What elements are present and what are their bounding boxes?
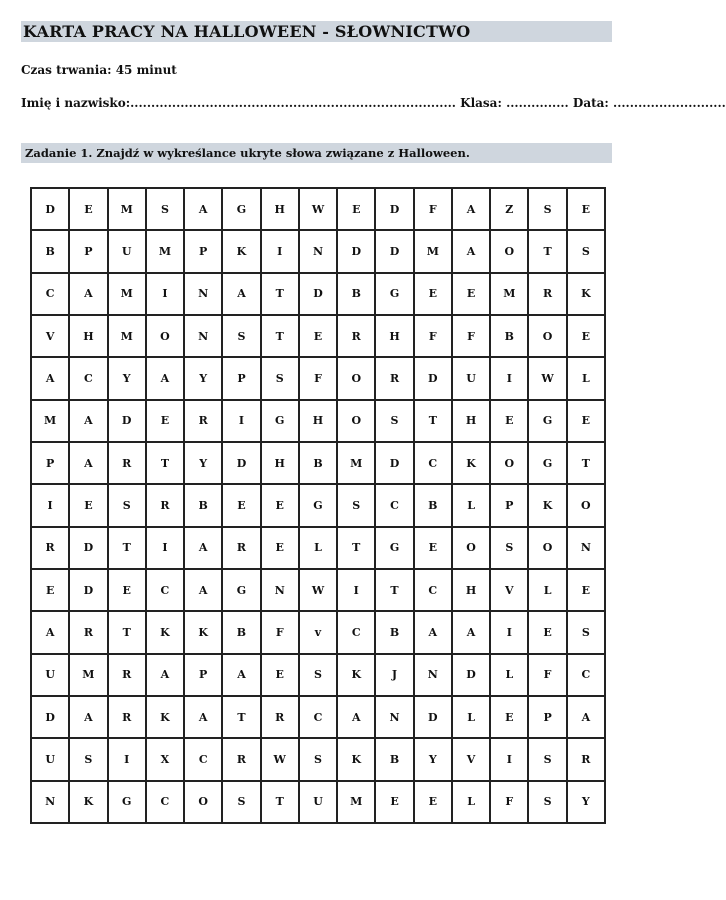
- grid-cell[interactable]: M: [490, 273, 528, 315]
- grid-cell[interactable]: I: [490, 738, 528, 780]
- grid-cell[interactable]: F: [490, 781, 528, 823]
- grid-cell[interactable]: F: [261, 611, 299, 653]
- grid-cell[interactable]: T: [108, 611, 146, 653]
- grid-cell[interactable]: N: [375, 696, 413, 738]
- grid-cell[interactable]: A: [222, 273, 260, 315]
- grid-cell[interactable]: B: [375, 738, 413, 780]
- title-bar: [21, 21, 612, 42]
- grid-cell[interactable]: B: [222, 611, 260, 653]
- grid-cell[interactable]: L: [452, 696, 490, 738]
- grid-cell[interactable]: E: [452, 273, 490, 315]
- grid-cell[interactable]: E: [490, 400, 528, 442]
- grid-cell[interactable]: R: [337, 315, 375, 357]
- grid-cell[interactable]: E: [337, 188, 375, 230]
- grid-cell[interactable]: K: [567, 273, 605, 315]
- grid-cell[interactable]: E: [261, 527, 299, 569]
- grid-cell[interactable]: E: [528, 611, 566, 653]
- grid-cell[interactable]: O: [146, 315, 184, 357]
- grid-cell[interactable]: K: [146, 696, 184, 738]
- grid-cell[interactable]: A: [452, 188, 490, 230]
- grid-cell[interactable]: R: [108, 696, 146, 738]
- grid-cell[interactable]: I: [222, 400, 260, 442]
- grid-cell[interactable]: S: [69, 738, 107, 780]
- grid-cell[interactable]: E: [567, 400, 605, 442]
- grid-cell[interactable]: E: [414, 781, 452, 823]
- grid-cell[interactable]: C: [414, 569, 452, 611]
- grid-cell[interactable]: M: [69, 654, 107, 696]
- page-title: KARTA PRACY NA HALLOWEEN - SŁOWNICTWO: [23, 22, 471, 41]
- grid-cell[interactable]: T: [375, 569, 413, 611]
- grid-cell[interactable]: D: [337, 230, 375, 272]
- grid-cell[interactable]: Y: [184, 357, 222, 399]
- grid-cell[interactable]: K: [452, 442, 490, 484]
- grid-cell[interactable]: S: [261, 357, 299, 399]
- grid-cell[interactable]: S: [337, 484, 375, 526]
- grid-cell[interactable]: R: [375, 357, 413, 399]
- grid-cell[interactable]: R: [31, 527, 69, 569]
- grid-cell[interactable]: D: [222, 442, 260, 484]
- grid-cell[interactable]: R: [567, 738, 605, 780]
- grid-cell[interactable]: v: [299, 611, 337, 653]
- grid-cell[interactable]: F: [528, 654, 566, 696]
- grid-cell[interactable]: E: [222, 484, 260, 526]
- grid-cell[interactable]: S: [528, 738, 566, 780]
- grid-cell[interactable]: E: [299, 315, 337, 357]
- grid-cell[interactable]: L: [490, 654, 528, 696]
- grid-cell[interactable]: D: [375, 230, 413, 272]
- grid-cell[interactable]: D: [31, 188, 69, 230]
- grid-cell[interactable]: E: [567, 315, 605, 357]
- grid-cell[interactable]: I: [337, 569, 375, 611]
- grid-cell[interactable]: R: [184, 400, 222, 442]
- grid-cell[interactable]: H: [452, 569, 490, 611]
- grid-cell[interactable]: T: [261, 273, 299, 315]
- grid-cell[interactable]: M: [337, 442, 375, 484]
- task-instruction: Zadanie 1. Znajdź w wykreślance ukryte słowa związane z Halloween.: [25, 146, 470, 160]
- grid-cell[interactable]: U: [452, 357, 490, 399]
- grid-cell[interactable]: E: [146, 400, 184, 442]
- grid-cell[interactable]: E: [69, 484, 107, 526]
- grid-cell[interactable]: G: [375, 527, 413, 569]
- grid-cell[interactable]: T: [108, 527, 146, 569]
- grid-cell[interactable]: B: [375, 611, 413, 653]
- grid-cell[interactable]: C: [414, 442, 452, 484]
- grid-cell[interactable]: U: [31, 738, 69, 780]
- grid-cell[interactable]: K: [337, 654, 375, 696]
- grid-cell[interactable]: H: [69, 315, 107, 357]
- grid-cell[interactable]: A: [184, 569, 222, 611]
- grid-cell[interactable]: M: [31, 400, 69, 442]
- grid-cell[interactable]: A: [452, 230, 490, 272]
- grid-cell[interactable]: L: [299, 527, 337, 569]
- grid-cell[interactable]: Z: [490, 188, 528, 230]
- grid-cell[interactable]: T: [414, 400, 452, 442]
- grid-cell[interactable]: B: [337, 273, 375, 315]
- grid-cell[interactable]: A: [414, 611, 452, 653]
- grid-cell[interactable]: C: [375, 484, 413, 526]
- grid-cell[interactable]: K: [69, 781, 107, 823]
- grid-cell[interactable]: E: [375, 781, 413, 823]
- word-search-grid: [30, 187, 606, 824]
- grid-cell[interactable]: C: [146, 781, 184, 823]
- grid-cell[interactable]: F: [452, 315, 490, 357]
- grid-cell[interactable]: L: [452, 484, 490, 526]
- grid-cell[interactable]: A: [184, 527, 222, 569]
- grid-cell[interactable]: G: [375, 273, 413, 315]
- grid-cell[interactable]: U: [299, 781, 337, 823]
- grid-cell[interactable]: A: [69, 442, 107, 484]
- grid-cell[interactable]: U: [108, 230, 146, 272]
- grid-cell[interactable]: M: [146, 230, 184, 272]
- grid-cell[interactable]: C: [299, 696, 337, 738]
- grid-cell[interactable]: G: [222, 569, 260, 611]
- grid-cell[interactable]: D: [375, 188, 413, 230]
- grid-cell[interactable]: I: [108, 738, 146, 780]
- grid-cell[interactable]: H: [452, 400, 490, 442]
- grid-cell[interactable]: E: [261, 654, 299, 696]
- grid-cell[interactable]: D: [108, 400, 146, 442]
- grid-cell[interactable]: R: [69, 611, 107, 653]
- grid-cell[interactable]: A: [337, 696, 375, 738]
- grid-cell[interactable]: E: [69, 188, 107, 230]
- grid-cell[interactable]: O: [567, 484, 605, 526]
- grid-cell[interactable]: E: [490, 696, 528, 738]
- grid-cell[interactable]: S: [567, 230, 605, 272]
- grid-cell[interactable]: Y: [184, 442, 222, 484]
- grid-cell[interactable]: S: [528, 188, 566, 230]
- grid-cell[interactable]: J: [375, 654, 413, 696]
- grid-cell[interactable]: C: [337, 611, 375, 653]
- grid-cell[interactable]: O: [452, 527, 490, 569]
- grid-cell[interactable]: M: [108, 273, 146, 315]
- grid-cell[interactable]: T: [567, 442, 605, 484]
- grid-cell[interactable]: S: [299, 738, 337, 780]
- grid-cell[interactable]: S: [222, 315, 260, 357]
- grid-cell[interactable]: V: [452, 738, 490, 780]
- grid-cell[interactable]: T: [222, 696, 260, 738]
- grid-cell[interactable]: F: [299, 357, 337, 399]
- grid-cell[interactable]: X: [146, 738, 184, 780]
- grid-cell[interactable]: E: [108, 569, 146, 611]
- grid-cell[interactable]: S: [567, 611, 605, 653]
- grid-cell[interactable]: G: [528, 442, 566, 484]
- grid-cell[interactable]: K: [337, 738, 375, 780]
- grid-cell[interactable]: B: [490, 315, 528, 357]
- grid-cell[interactable]: E: [31, 569, 69, 611]
- grid-cell[interactable]: P: [222, 357, 260, 399]
- grid-cell[interactable]: S: [146, 188, 184, 230]
- grid-cell[interactable]: I: [146, 273, 184, 315]
- grid-cell[interactable]: O: [184, 781, 222, 823]
- grid-cell[interactable]: O: [490, 230, 528, 272]
- grid-cell[interactable]: I: [146, 527, 184, 569]
- grid-cell[interactable]: C: [567, 654, 605, 696]
- grid-cell[interactable]: A: [69, 273, 107, 315]
- grid-cell[interactable]: T: [261, 781, 299, 823]
- grid-cell[interactable]: R: [528, 273, 566, 315]
- grid-cell[interactable]: O: [337, 357, 375, 399]
- grid-cell[interactable]: S: [108, 484, 146, 526]
- grid-cell[interactable]: D: [414, 696, 452, 738]
- grid-cell[interactable]: E: [414, 527, 452, 569]
- grid-cell[interactable]: D: [299, 273, 337, 315]
- grid-cell[interactable]: A: [69, 400, 107, 442]
- grid-cell[interactable]: O: [337, 400, 375, 442]
- grid-cell[interactable]: S: [299, 654, 337, 696]
- grid-cell[interactable]: K: [222, 230, 260, 272]
- grid-cell[interactable]: T: [146, 442, 184, 484]
- task-bar: [21, 143, 612, 163]
- grid-cell[interactable]: M: [414, 230, 452, 272]
- grid-cell[interactable]: B: [414, 484, 452, 526]
- grid-cell[interactable]: D: [31, 696, 69, 738]
- grid-cell[interactable]: A: [452, 611, 490, 653]
- grid-cell[interactable]: P: [490, 484, 528, 526]
- grid-cell[interactable]: C: [146, 569, 184, 611]
- grid-cell[interactable]: E: [414, 273, 452, 315]
- grid-cell[interactable]: N: [567, 527, 605, 569]
- grid-cell[interactable]: B: [299, 442, 337, 484]
- duration-text: Czas trwania: 45 minut: [21, 63, 177, 77]
- grid-cell[interactable]: W: [299, 569, 337, 611]
- grid-cell[interactable]: A: [222, 654, 260, 696]
- grid-cell[interactable]: K: [184, 611, 222, 653]
- grid-cell[interactable]: W: [261, 738, 299, 780]
- grid-cell[interactable]: F: [414, 188, 452, 230]
- grid-cell[interactable]: M: [108, 315, 146, 357]
- grid-cell[interactable]: S: [375, 400, 413, 442]
- grid-cell[interactable]: L: [567, 357, 605, 399]
- grid-cell[interactable]: N: [184, 273, 222, 315]
- grid-cell[interactable]: G: [222, 188, 260, 230]
- grid-cell[interactable]: G: [528, 400, 566, 442]
- grid-cell[interactable]: W: [299, 188, 337, 230]
- grid-cell[interactable]: Y: [567, 781, 605, 823]
- grid-cell[interactable]: M: [108, 188, 146, 230]
- grid-cell[interactable]: H: [261, 188, 299, 230]
- grid-cell[interactable]: P: [69, 230, 107, 272]
- grid-cell[interactable]: A: [146, 357, 184, 399]
- grid-cell[interactable]: I: [31, 484, 69, 526]
- grid-cell[interactable]: F: [414, 315, 452, 357]
- grid-cell[interactable]: K: [528, 484, 566, 526]
- grid-cell[interactable]: N: [31, 781, 69, 823]
- grid-cell[interactable]: A: [146, 654, 184, 696]
- grid-cell[interactable]: O: [528, 315, 566, 357]
- grid-cell[interactable]: N: [414, 654, 452, 696]
- grid-cell[interactable]: I: [490, 357, 528, 399]
- grid-cell[interactable]: Y: [108, 357, 146, 399]
- grid-cell[interactable]: H: [299, 400, 337, 442]
- grid-cell[interactable]: I: [261, 230, 299, 272]
- grid-cell[interactable]: D: [69, 527, 107, 569]
- grid-cell[interactable]: T: [337, 527, 375, 569]
- grid-cell[interactable]: A: [184, 188, 222, 230]
- grid-cell[interactable]: V: [31, 315, 69, 357]
- grid-cell[interactable]: W: [528, 357, 566, 399]
- grid-cell[interactable]: N: [261, 569, 299, 611]
- grid-cell[interactable]: D: [375, 442, 413, 484]
- grid-cell[interactable]: A: [184, 696, 222, 738]
- grid-cell[interactable]: G: [108, 781, 146, 823]
- grid-cell[interactable]: R: [261, 696, 299, 738]
- grid-cell[interactable]: D: [69, 569, 107, 611]
- grid-cell[interactable]: H: [375, 315, 413, 357]
- grid-cell[interactable]: L: [452, 781, 490, 823]
- grid-cell[interactable]: R: [108, 442, 146, 484]
- grid-cell[interactable]: C: [31, 273, 69, 315]
- grid-cell[interactable]: B: [184, 484, 222, 526]
- grid-cell[interactable]: R: [222, 527, 260, 569]
- grid-cell[interactable]: U: [31, 654, 69, 696]
- grid-cell[interactable]: S: [490, 527, 528, 569]
- grid-cell[interactable]: L: [528, 569, 566, 611]
- grid-cell[interactable]: S: [528, 781, 566, 823]
- grid-cell[interactable]: A: [567, 696, 605, 738]
- grid-cell[interactable]: I: [490, 611, 528, 653]
- grid-cell[interactable]: T: [528, 230, 566, 272]
- grid-cell[interactable]: E: [261, 484, 299, 526]
- grid-cell[interactable]: P: [184, 230, 222, 272]
- grid-cell[interactable]: O: [490, 442, 528, 484]
- grid-cell[interactable]: A: [31, 611, 69, 653]
- grid-cell[interactable]: M: [337, 781, 375, 823]
- grid-cell[interactable]: O: [528, 527, 566, 569]
- grid-cell[interactable]: A: [31, 357, 69, 399]
- grid-cell[interactable]: D: [414, 357, 452, 399]
- grid-cell[interactable]: H: [261, 442, 299, 484]
- grid-cell[interactable]: V: [490, 569, 528, 611]
- grid-cell[interactable]: N: [299, 230, 337, 272]
- grid-cell[interactable]: C: [69, 357, 107, 399]
- grid-cell[interactable]: C: [184, 738, 222, 780]
- name-class-date-line: Imię i nazwisko:.............................................................................. Klasa: ............... Data: ...........................: [21, 96, 726, 110]
- grid-cell[interactable]: G: [261, 400, 299, 442]
- grid-cell[interactable]: A: [69, 696, 107, 738]
- grid-cell[interactable]: S: [222, 781, 260, 823]
- grid-cell[interactable]: N: [184, 315, 222, 357]
- grid-cell[interactable]: E: [567, 188, 605, 230]
- grid-cell[interactable]: R: [108, 654, 146, 696]
- grid-cell[interactable]: T: [261, 315, 299, 357]
- grid-cell[interactable]: E: [567, 569, 605, 611]
- grid-cell[interactable]: D: [452, 654, 490, 696]
- grid-cell[interactable]: P: [31, 442, 69, 484]
- grid-cell[interactable]: Y: [414, 738, 452, 780]
- grid-cell[interactable]: P: [528, 696, 566, 738]
- grid-cell[interactable]: B: [31, 230, 69, 272]
- grid-cell[interactable]: P: [184, 654, 222, 696]
- grid-cell[interactable]: G: [299, 484, 337, 526]
- grid-cell[interactable]: R: [146, 484, 184, 526]
- grid-cell[interactable]: K: [146, 611, 184, 653]
- grid-cell[interactable]: R: [222, 738, 260, 780]
